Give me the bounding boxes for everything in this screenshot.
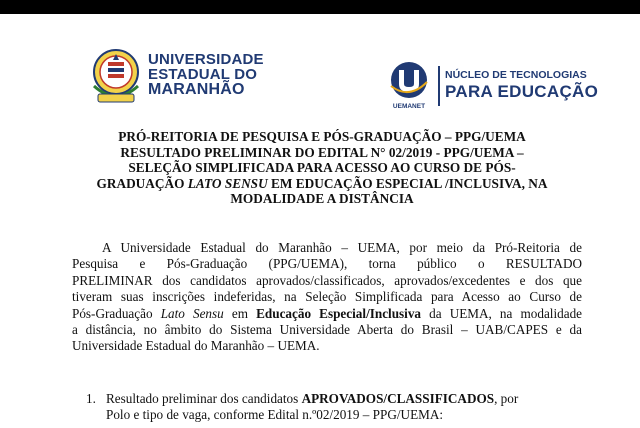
heading-line2: RESULTADO PRELIMINAR DO EDITAL N° 02/2019 - PPG/UEMA – (120, 144, 524, 160)
list-item-line1-c: , por (494, 391, 519, 406)
heading-line3: SELEÇÃO SIMPLIFICADA PARA ACESSO AO CURSO DE PÓS- (128, 160, 516, 175)
intro-paragraph (72, 240, 582, 355)
para-line3: PRELIMINAR dos candidatos aprovados/classificados, aprovados/excedentes e dos que (72, 272, 582, 288)
para-line5-a: Pós-Graduação (72, 305, 161, 321)
para-line7: Universidade Estadual do Maranhão – UEMA. (72, 338, 320, 354)
document-heading (68, 129, 576, 207)
para-line2: Pesquisa e Pós-Graduação (PPG/UEMA), torna público o RESULTADO (72, 256, 582, 272)
uema-crest-icon (88, 46, 144, 110)
list-item-line1 (106, 391, 586, 407)
heading-line1: PRÓ-REITORIA DE PESQUISA E PÓS-GRADUAÇÃO – PPG/UEMA (118, 129, 526, 144)
para-lato-sensu: Lato Sensu (160, 305, 224, 321)
uemanet-logo (385, 60, 599, 112)
heading-line5: MODALIDADE A DISTÂNCIA (230, 191, 414, 206)
list-item-approved-label: APROVADOS/CLASSIFICADOS (301, 391, 495, 406)
uema-logo-line1: UNIVERSIDADE (148, 51, 264, 68)
heading-lato-sensu: LATO SENSU (187, 175, 268, 191)
para-line5 (72, 306, 582, 322)
para-line6: a distância, no âmbito do Sistema Universidade Aberta do Brasil – UAB/CAPES e da (72, 322, 582, 338)
para-line1: A Universidade Estadual do Maranhão – UEMA, por meio da Pró-Reitoria de (102, 240, 582, 255)
uema-logo-line2: ESTADUAL DO (148, 66, 258, 83)
uemanet-line2: PARA EDUCAÇÃO (445, 82, 599, 101)
heading-line4-a: GRADUAÇÃO (96, 175, 188, 191)
para-course-name: Educação Especial/Inclusiva (256, 305, 422, 321)
heading-line4 (68, 176, 576, 192)
uemanet-mark-label: UEMANET (392, 103, 426, 110)
uema-logo-line3: MARANHÃO (148, 81, 245, 98)
uemanet-divider (438, 66, 440, 106)
list-item-line2: Polo e tipo de vaga, conforme Edital n.º02/2019 – PPG/UEMA: (106, 407, 444, 423)
list-item-text (106, 391, 586, 424)
uema-logo (88, 46, 263, 110)
para-line5-e: da UEMA, na modalidade (421, 305, 583, 321)
top-bar (0, 0, 640, 14)
list-item-number: 1. (86, 391, 96, 406)
uemanet-line1: NÚCLEO DE TECNOLOGIAS (445, 69, 587, 81)
heading-line4-c: EM EDUCAÇÃO ESPECIAL /INCLUSIVA, NA (267, 175, 548, 191)
para-line5-c: em (223, 305, 257, 321)
list-item-line1-a: Resultado preliminar dos candidatos (106, 391, 302, 406)
para-line4: tiveram suas inscrições indeferidas, na Seleção Simplificada para Acesso ao Curso de (72, 289, 582, 305)
